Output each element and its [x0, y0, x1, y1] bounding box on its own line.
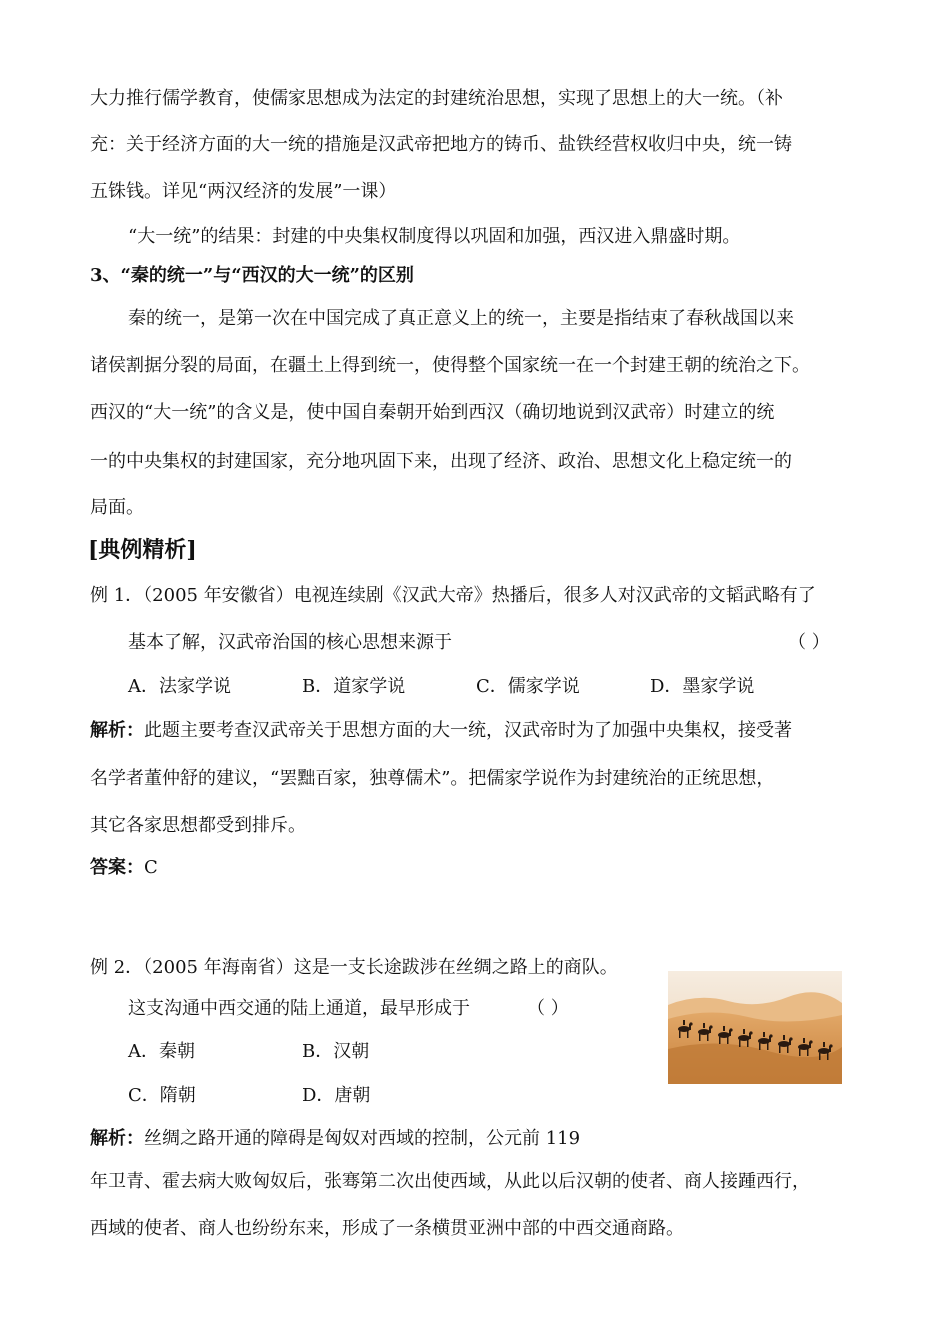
ex2-analysis-line: 年卫青、霍去病大败匈奴后，张骞第二次出使西域，从此以后汉朝的使者、商人接踵西行，: [90, 1171, 810, 1192]
ex2-analysis-label: 解析：: [90, 1128, 144, 1149]
ex2-question-line: 这支沟通中西交通的陆上通道，最早形成于: [128, 998, 470, 1019]
ex1-option-b: B．道家学说: [302, 676, 406, 697]
ex2-option-c: C．隋朝: [128, 1085, 196, 1106]
ex1-analysis-label: 解析：: [90, 720, 144, 741]
ex1-answer-blank: （ ）: [788, 632, 830, 653]
ex2-option-b: B．汉朝: [302, 1041, 370, 1062]
ex2-analysis-line: [90, 1127, 580, 1151]
examples-heading: [典例精析]: [88, 537, 197, 563]
body-line: 局面。: [90, 497, 144, 518]
result-line: “大一统”的结果：封建的中央集权制度得以巩固和加强，西汉进入鼎盛时期。: [128, 226, 741, 247]
ex2-option-a: A．秦朝: [128, 1041, 195, 1062]
ex1-option-c: C．儒家学说: [476, 676, 580, 697]
body-line: 西汉的“大一统”的含义是，使中国自秦朝开始到西汉（确切地说到汉武帝）时建立的统: [90, 402, 775, 423]
ex2-question-line: 例 2．（2005 年海南省）这是一支长途跋涉在丝绸之路上的商队。: [90, 957, 618, 978]
body-line: 五铢钱。详见“两汉经济的发展”一课）: [90, 181, 397, 202]
ex2-option-d: D．唐朝: [302, 1085, 371, 1106]
ex1-analysis-text: 此题主要考查汉武帝关于思想方面的大一统，汉武帝时为了加强中央集权，接受著: [144, 720, 792, 741]
ex1-analysis-line: 名学者董仲舒的建议，“罢黜百家，独尊儒术”。把儒家学说作为封建统治的正统思想，: [90, 768, 775, 789]
ex2-analysis-line: 西域的使者、商人也纷纷东来，形成了一条横贯亚洲中部的中西交通商路。: [90, 1218, 684, 1239]
ex1-analysis-line: 其它各家思想都受到排斥。: [90, 815, 306, 836]
ex1-question-line: 例 1．（2005 年安徽省）电视连续剧《汉武大帝》热播后，很多人对汉武帝的文韬武略有了: [90, 585, 816, 606]
body-line: 一的中央集权的封建国家，充分地巩固下来，出现了经济、政治、思想文化上稳定统一的: [90, 451, 792, 472]
body-line: 诸侯割据分裂的局面，在疆土上得到统一，使得整个国家统一在一个封建王朝的统治之下。: [90, 355, 810, 376]
ex1-analysis-line: [90, 719, 792, 743]
body-line: 大力推行儒学教育，使儒家思想成为法定的封建统治思想，实现了思想上的大一统。（补: [90, 88, 783, 109]
section-title: 3、“秦的统一”与“西汉的大一统”的区别: [90, 265, 414, 286]
ex1-answer-label: 答案：: [90, 857, 144, 878]
caravan-photo: [668, 971, 842, 1084]
body-line: 充：关于经济方面的大一统的措施是汉武帝把地方的铸币、盐铁经营权收归中央，统一铸: [90, 134, 792, 155]
ex1-option-a: A．法家学说: [128, 676, 231, 697]
body-line: 秦的统一，是第一次在中国完成了真正意义上的统一，主要是指结束了春秋战国以来: [128, 308, 794, 329]
ex1-question-line: 基本了解，汉武帝治国的核心思想来源于: [128, 632, 452, 653]
ex2-answer-blank: （ ）: [527, 998, 569, 1019]
ex1-option-d: D．墨家学说: [650, 676, 755, 697]
ex1-answer-line: [90, 856, 158, 880]
ex2-analysis-text: 丝绸之路开通的障碍是匈奴对西域的控制，公元前 119: [144, 1128, 581, 1149]
ex1-answer-value: C: [144, 857, 158, 878]
